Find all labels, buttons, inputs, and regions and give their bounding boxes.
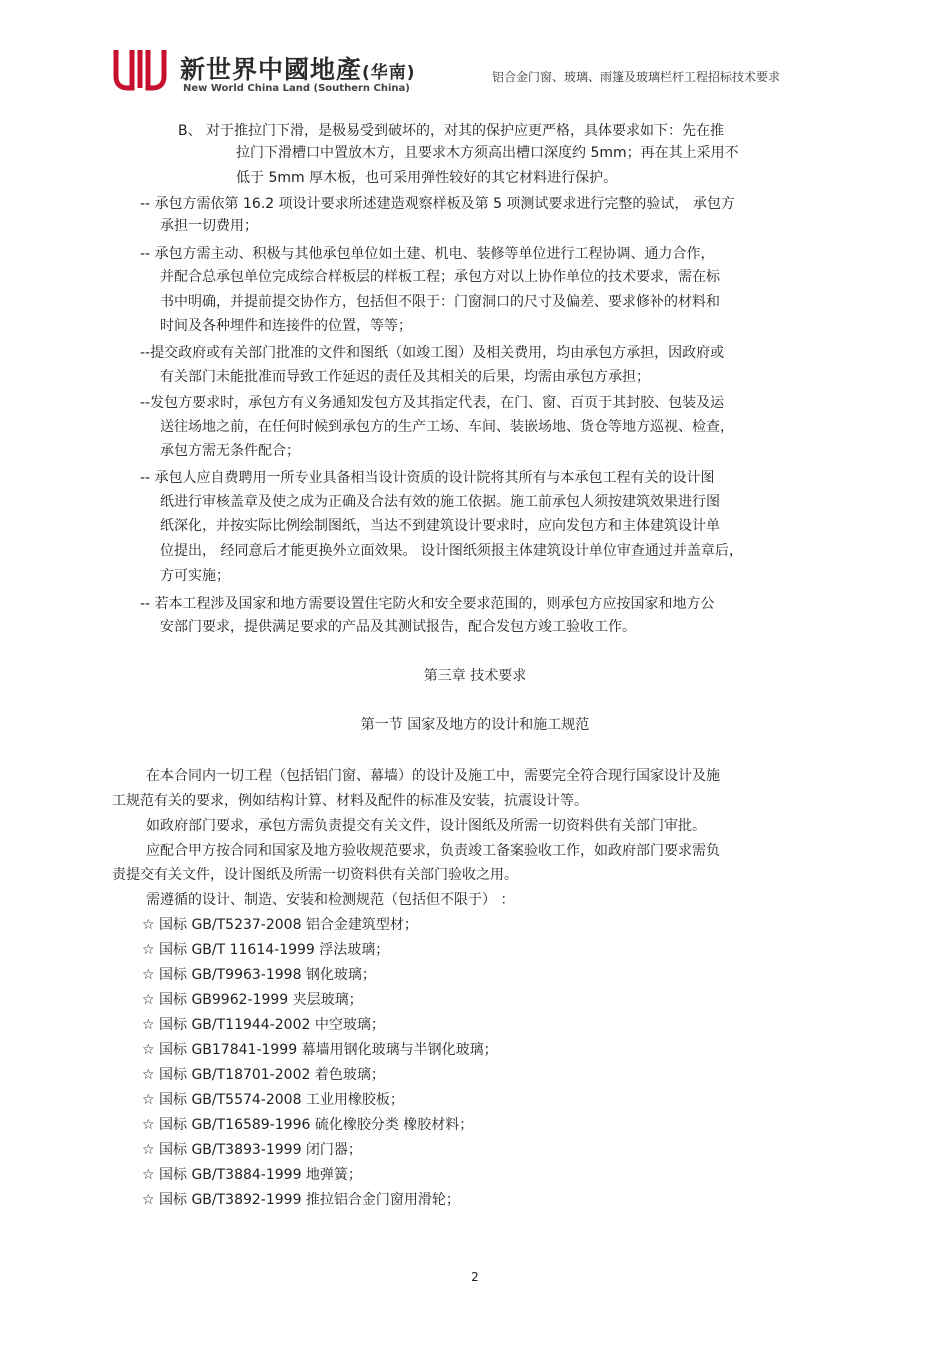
standard-item: ☆ 国标 GB/T5237-2008 铝合金建筑型材； [142,917,418,933]
standard-item: ☆ 国标 GB9962-1999 夹层玻璃； [142,992,363,1008]
standard-item: ☆ 国标 GB/T9963-1998 钢化玻璃； [142,967,376,983]
body-line: 拉门下滑槽口中置放木方，且要求木方须高出槽口深度约 5mm；再在其上采用不 [236,145,739,161]
standard-item: ☆ 国标 GB/T5574-2008 工业用橡胶板； [142,1092,404,1108]
body-line: 并配合总承包单位完成综合样板层的样板工程；承包方对以上协作单位的技术要求，需在标 [160,269,720,285]
standard-item: ☆ 国标 GB/T3892-1999 推拉铝合金门窗用滑轮； [142,1192,460,1208]
paragraph-line: 在本合同内一切工程（包括铝门窗、幕墙）的设计及施工中，需要完全符合现行国家设计及施 [146,768,720,784]
paragraph-line: 责提交有关文件，设计图纸及所需一切资料供有关部门验收之用。 [112,867,518,883]
page-header [0,0,950,110]
body-line: 低于 5mm 厚木板，也可采用弹性较好的其它材料进行保护。 [236,170,618,186]
standard-item: ☆ 国标 GB/T11944-2002 中空玻璃； [142,1017,385,1033]
paragraph-line: 应配合甲方按合同和国家及地方验收规范要求，负责竣工备案验收工作，如政府部门要求需负 [146,843,720,859]
body-line: 方可实施； [160,568,230,584]
body-line: 有关部门未能批准而导致工作延迟的责任及其相关的后果，均需由承包方承担； [160,369,650,385]
standard-item: ☆ 国标 GB/T16589-1996 硫化橡胶分类 橡胶材料； [142,1117,474,1133]
page-number: 2 [471,1270,479,1284]
paragraph-line: 需遵循的设计、制造、安装和检测规范（包括但不限于） ： [146,892,515,908]
company-name-region: (华南) [362,63,416,83]
company-name-en: New World China Land (Southern China) [183,83,410,94]
body-line: -- 承包人应自费聘用一所专业具备相当设计资质的设计院将其所有与本承包工程有关的设计图 [140,470,715,486]
company-logo-icon [112,46,168,92]
body-line: 承担一切费用； [160,218,258,234]
paragraph-line: 如政府部门要求，承包方需负责提交有关文件，设计图纸及所需一切资料供有关部门审批。 [146,818,706,834]
body-line: -- 承包方需主动、积极与其他承包单位如土建、机电、装修等单位进行工程协调、通力合作， [140,246,715,262]
company-name-cn: 新世界中國地產(华南) [180,55,416,84]
body-line: 位提出， 经同意后才能更换外立面效果。 设计图纸须报主体建筑设计单位审查通过并盖章后， [160,543,743,559]
body-line: 送往场地之前，在任何时候到承包方的生产工场、车间、装嵌场地、货仓等地方巡视、检查， [160,419,734,435]
document-title: 铝合金门窗、玻璃、雨篷及玻璃栏杆工程招标技术要求 [492,70,781,84]
body-line: --发包方要求时，承包方有义务通知发包方及其指定代表，在门、窗、百页于其封胶、包装及运 [140,395,725,411]
standard-item: ☆ 国标 GB/T3884-1999 地弹簧； [142,1167,362,1183]
body-line: 纸进行审核盖章及使之成为正确及合法有效的施工依据。施工前承包人须按建筑效果进行图 [160,494,720,510]
paragraph-line: 工规范有关的要求，例如结构计算、材料及配件的标准及安装，抗震设计等。 [112,793,588,809]
standard-item: ☆ 国标 GB/T18701-2002 着色玻璃； [142,1067,385,1083]
body-line: 书中明确，并提前提交协作方，包括但不限于：门窗洞口的尺寸及偏差、要求修补的材料和 [160,294,720,310]
standard-item: ☆ 国标 GB17841-1999 幕墙用钢化玻璃与半钢化玻璃； [142,1042,498,1058]
body-line: B、 对于推拉门下滑，是极易受到破坏的，对其的保护应更严格，具体要求如下：先在推 [178,123,725,139]
body-line: -- 若本工程涉及国家和地方需要设置住宅防火和安全要求范围的，则承包方应按国家和地方公 [140,596,715,612]
body-line: 纸深化，并按实际比例绘制图纸，当达不到建筑设计要求时，应向发包方和主体建筑设计单 [160,518,720,534]
body-line: 安部门要求，提供满足要求的产品及其测试报告，配合发包方竣工验收工作。 [160,619,636,635]
body-line: -- 承包方需依第 16.2 项设计要求所述建造观察样板及第 5 项测试要求进行完整的验试， 承包方 [140,196,735,212]
section-heading: 第一节 国家及地方的设计和施工规范 [360,717,590,733]
standard-item: ☆ 国标 GB/T 11614-1999 浮法玻璃； [142,942,390,958]
standard-item: ☆ 国标 GB/T3893-1999 闭门器； [142,1142,362,1158]
body-line: 时间及各种埋件和连接件的位置，等等； [160,318,412,334]
body-line: 承包方需无条件配合； [160,443,300,459]
chapter-heading: 第三章 技术要求 [423,668,527,684]
body-line: --提交政府或有关部门批准的文件和图纸（如竣工图）及相关费用，均由承包方承担，因政府或 [140,345,725,361]
